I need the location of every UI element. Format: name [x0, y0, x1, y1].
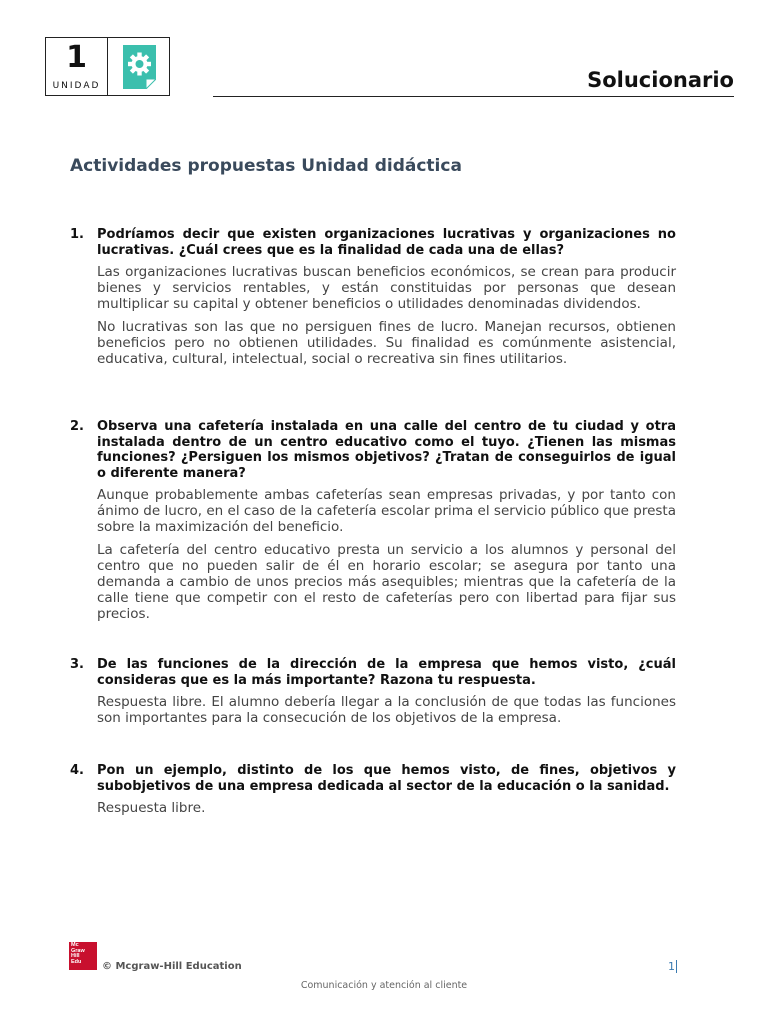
- question-text: Podríamos decir que existen organizaciones lucrativas y organizaciones no lucrativas. ¿Cuál crees que es la finalidad de cada una de ellas?: [97, 227, 676, 258]
- question-header: [70, 227, 676, 258]
- answer-paragraph: No lucrativas son las que no persiguen fines de lucro. Manejan recursos, obtienen beneficios pero no obtienen utilidades. Su finalidad es comúnmente asistencial, educativa, cultural, intelectual, social o recreativa sin fines utilitarios.: [97, 319, 676, 367]
- answer-paragraph: Respuesta libre. El alumno debería llegar a la conclusión de que todas las funciones son importantes para la consecución de los objetivos de la empresa.: [97, 694, 676, 726]
- document-title: Solucionario: [587, 68, 734, 92]
- mcgraw-hill-logo: Mc Graw Hill Edu: [69, 942, 97, 970]
- footer-subject: Comunicación y atención al cliente: [300, 980, 468, 991]
- answer-paragraph: La cafetería del centro educativo presta un servicio a los alumnos y personal del centro que no pueden salir de él en horario escolar; se asegura por tanto una demanda a cambio de unos precios más asequibles; mientras que la cafetería de la calle tiene que competir con el resto de cafeterías pero con libertad para fijar sus precios.: [97, 542, 676, 622]
- copyright-text: © Mcgraw-Hill Education: [102, 961, 242, 972]
- question-item: [70, 419, 676, 622]
- title-divider: [213, 96, 734, 97]
- unit-label: UNIDAD: [52, 81, 101, 91]
- section-heading: Actividades propuestas Unidad didáctica: [70, 156, 462, 176]
- question-number: 4.: [70, 763, 84, 778]
- question-header: [70, 657, 676, 688]
- question-number: 2.: [70, 419, 84, 434]
- page-number-divider: [676, 960, 677, 973]
- answer-paragraph: Respuesta libre.: [97, 800, 206, 816]
- question-header: [70, 763, 676, 794]
- gear-document-icon: [123, 45, 156, 89]
- question-text: Pon un ejemplo, distinto de los que hemos visto, de fines, objetivos y subobjetivos de una empresa dedicada al sector de la educación o la sanidad.: [97, 763, 676, 794]
- page-number: 1: [668, 960, 675, 973]
- unit-number-cell: [46, 38, 108, 95]
- question-number: 3.: [70, 657, 84, 672]
- unit-number: 1: [66, 40, 87, 75]
- answer-paragraph: Aunque probablemente ambas cafeterías sean empresas privadas, y por tanto con ánimo de lucro, en el caso de la cafetería escolar prima el servicio público que presta sobre la maximización del beneficio.: [97, 487, 676, 535]
- question-item: [70, 657, 676, 726]
- question-number: 1.: [70, 227, 84, 242]
- question-item: [70, 227, 676, 367]
- answer-paragraph: Las organizaciones lucrativas buscan beneficios económicos, se crean para producir bienes y servicios rentables, y están constituidas por personas que desean multiplicar su capital y obtener beneficios o utilidades denominadas dividendos.: [97, 264, 676, 312]
- question-text: Observa una cafetería instalada en una calle del centro de tu ciudad y otra instalada dentro de un centro educativo como el tuyo. ¿Tienen las mismas funciones? ¿Persiguen los mismos objetivos? ¿Tratan de conseguirlos de igual o diferente manera?: [97, 419, 676, 481]
- question-header: [70, 419, 676, 481]
- unit-box: [45, 37, 170, 96]
- question-item: [70, 763, 676, 816]
- unit-icon-cell: [108, 38, 169, 95]
- question-text: De las funciones de la dirección de la empresa que hemos visto, ¿cuál consideras que es la más importante? Razona tu respuesta.: [97, 657, 676, 688]
